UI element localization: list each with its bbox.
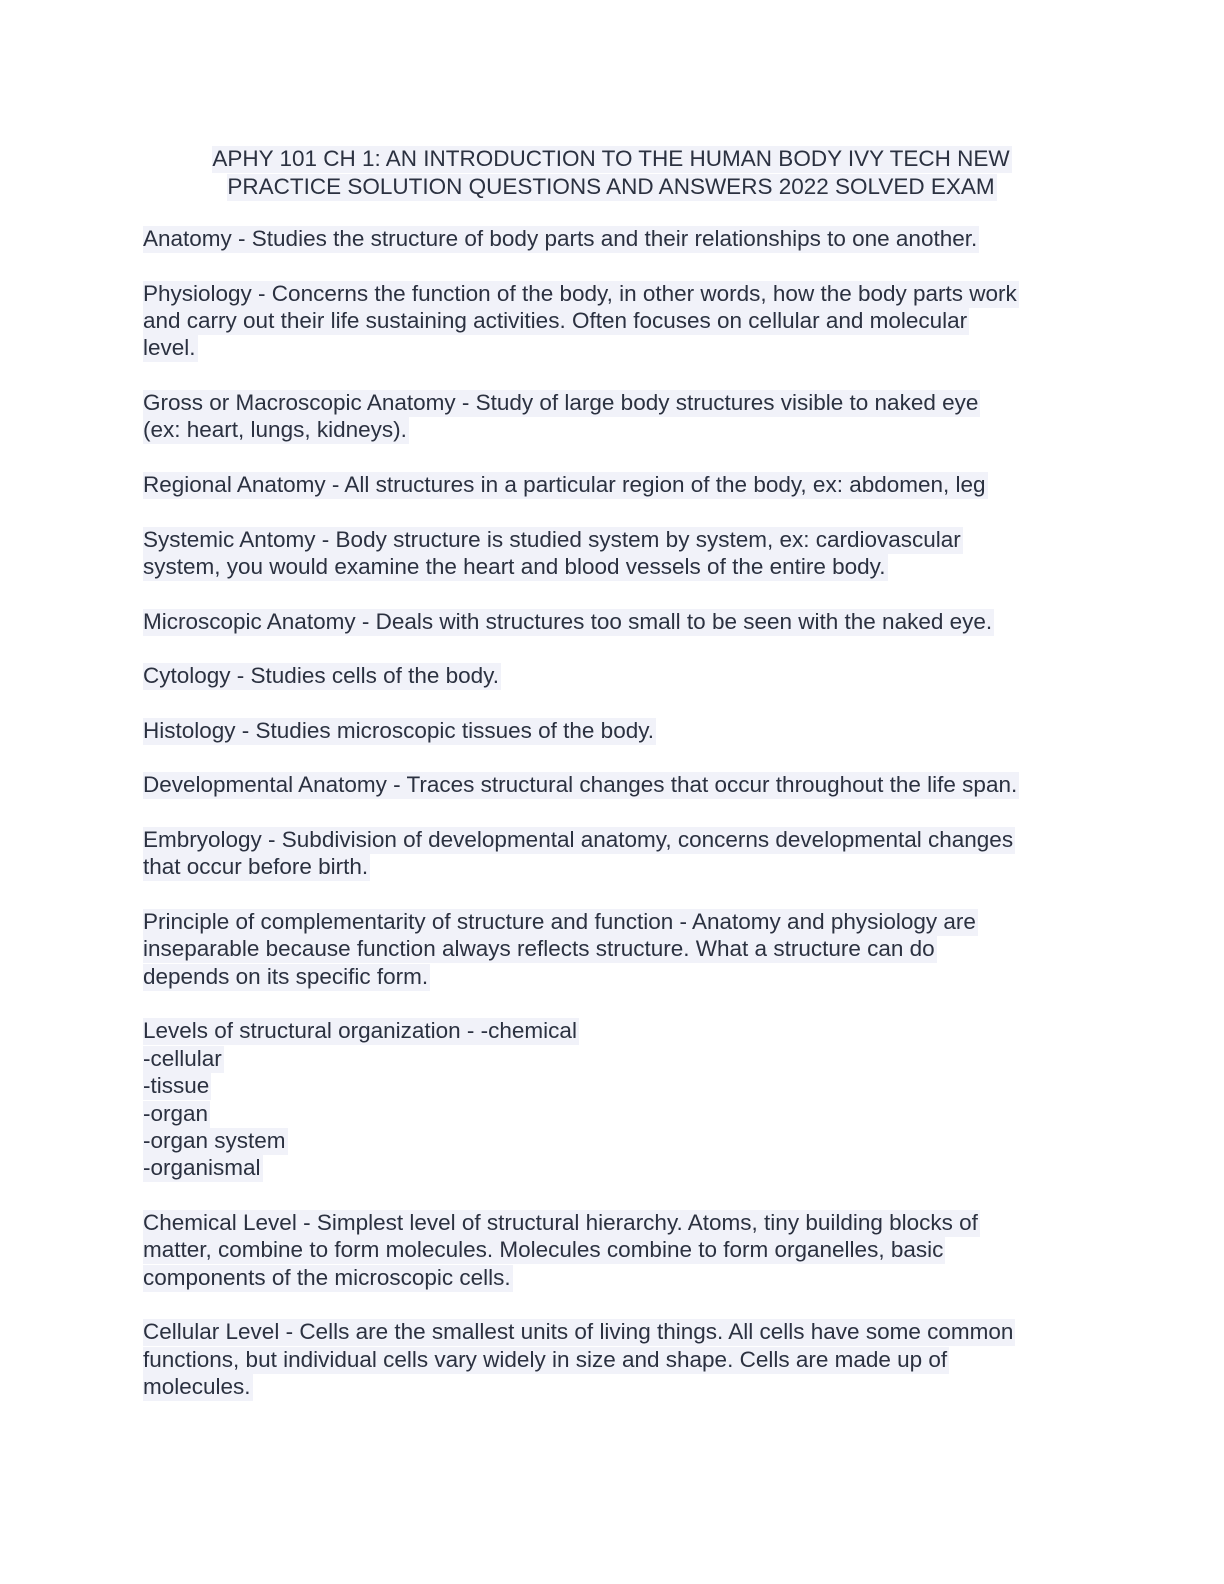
definition-entry [143,662,1103,689]
entry-line-text: depends on its specific form. [143,963,429,989]
entry-line [143,1017,1103,1044]
entry-line-text: -tissue [143,1073,210,1099]
definition-entry [143,1318,1103,1400]
entry-line [143,908,1103,935]
entry-line [143,608,1103,635]
entry-line-text: Microscopic Anatomy - Deals with structures too small to be seen with the naked eye. [143,608,993,634]
definition-entry [143,771,1103,798]
entry-line [143,1100,1103,1127]
entry-line-text: inseparable because function always reflects structure. What a structure can do [143,936,935,962]
entry-line [143,1346,1103,1373]
definition-entry [143,280,1103,362]
entry-line-text: -organ [143,1100,209,1126]
definition-entry [143,908,1103,990]
definition-entry [143,608,1103,635]
entry-line-text: (ex: heart, lungs, kidneys). [143,417,407,443]
entry-line [143,225,1103,252]
document-title [0,145,1224,200]
entry-line-text: Cytology - Studies cells of the body. [143,663,500,689]
entry-line-text: -organismal [143,1155,261,1181]
entry-line-text: Physiology - Concerns the function of the body, in other words, how the body parts work [143,280,1017,306]
entry-line-text: -cellular [143,1045,222,1071]
entry-line-text: Principle of complementarity of structure and function - Anatomy and physiology are [143,908,976,934]
entry-line-text: Cellular Level - Cells are the smallest units of living things. All cells have some common [143,1319,1014,1345]
entry-line-text: molecules. [143,1374,251,1400]
entry-line [143,1318,1103,1345]
entry-line-text: components of the microscopic cells. [143,1264,511,1290]
entry-line [143,963,1103,990]
entry-line-text: Regional Anatomy - All structures in a particular region of the body, ex: abdomen, leg [143,472,986,497]
definition-entry [143,717,1103,744]
entry-line [143,826,1103,853]
entry-line [143,389,1103,416]
title-line: APHY 101 CH 1: AN INTRODUCTION TO THE HUMAN BODY IVY TECH NEW [212,146,1010,171]
entry-line-text: matter, combine to form molecules. Molecules combine to form organelles, basic [143,1237,944,1263]
entry-line-text: Chemical Level - Simplest level of structural hierarchy. Atoms, tiny building blocks of [143,1210,978,1235]
definition-entry [143,1209,1103,1291]
entry-line [143,662,1103,689]
entry-line [143,471,1103,498]
document-body [143,225,1103,1428]
entry-line-text: Embryology - Subdivision of developmental anatomy, concerns developmental changes [143,826,1014,852]
entry-line [143,1209,1103,1236]
definition-entry [143,225,1103,252]
entry-line [143,1127,1103,1154]
entry-line [143,1045,1103,1072]
entry-line [143,853,1103,880]
definition-entry [143,1017,1103,1181]
entry-line-text: -organ system [143,1128,286,1153]
entry-line [143,553,1103,580]
entry-line-text: and carry out their life sustaining activities. Often focuses on cellular and molecular [143,308,968,333]
entry-line [143,334,1103,361]
entry-line [143,526,1103,553]
definition-entry [143,526,1103,581]
entry-line [143,1072,1103,1099]
entry-line [143,280,1103,307]
title-line: PRACTICE SOLUTION QUESTIONS AND ANSWERS 2022 SOLVED EXAM [227,173,995,199]
entry-line-text: Gross or Macroscopic Anatomy - Study of large body structures visible to naked eye [143,390,979,415]
entry-line [143,416,1103,443]
entry-line-text: Anatomy - Studies the structure of body parts and their relationships to one another. [143,226,978,251]
entry-line-text: Levels of structural organization - -chemical [143,1018,577,1044]
definition-entry [143,389,1103,444]
entry-line [143,717,1103,744]
entry-line-text: system, you would examine the heart and blood vessels of the entire body. [143,554,886,579]
entry-line-text: Systemic Antomy - Body structure is studied system by system, ex: cardiovascular [143,526,961,552]
entry-line [143,307,1103,334]
entry-line-text: level. [143,335,196,361]
entry-line [143,1154,1103,1181]
entry-line [143,1236,1103,1263]
entry-line [143,935,1103,962]
entry-line [143,1373,1103,1400]
entry-line-text: that occur before birth. [143,854,369,880]
entry-line [143,771,1103,798]
entry-line-text: Developmental Anatomy - Traces structural changes that occur throughout the life span. [143,772,1018,798]
entry-line-text: Histology - Studies microscopic tissues of the body. [143,717,655,743]
definition-entry [143,826,1103,881]
definition-entry [143,471,1103,498]
entry-line [143,1264,1103,1291]
entry-line-text: functions, but individual cells vary widely in size and shape. Cells are made up of [143,1346,948,1372]
